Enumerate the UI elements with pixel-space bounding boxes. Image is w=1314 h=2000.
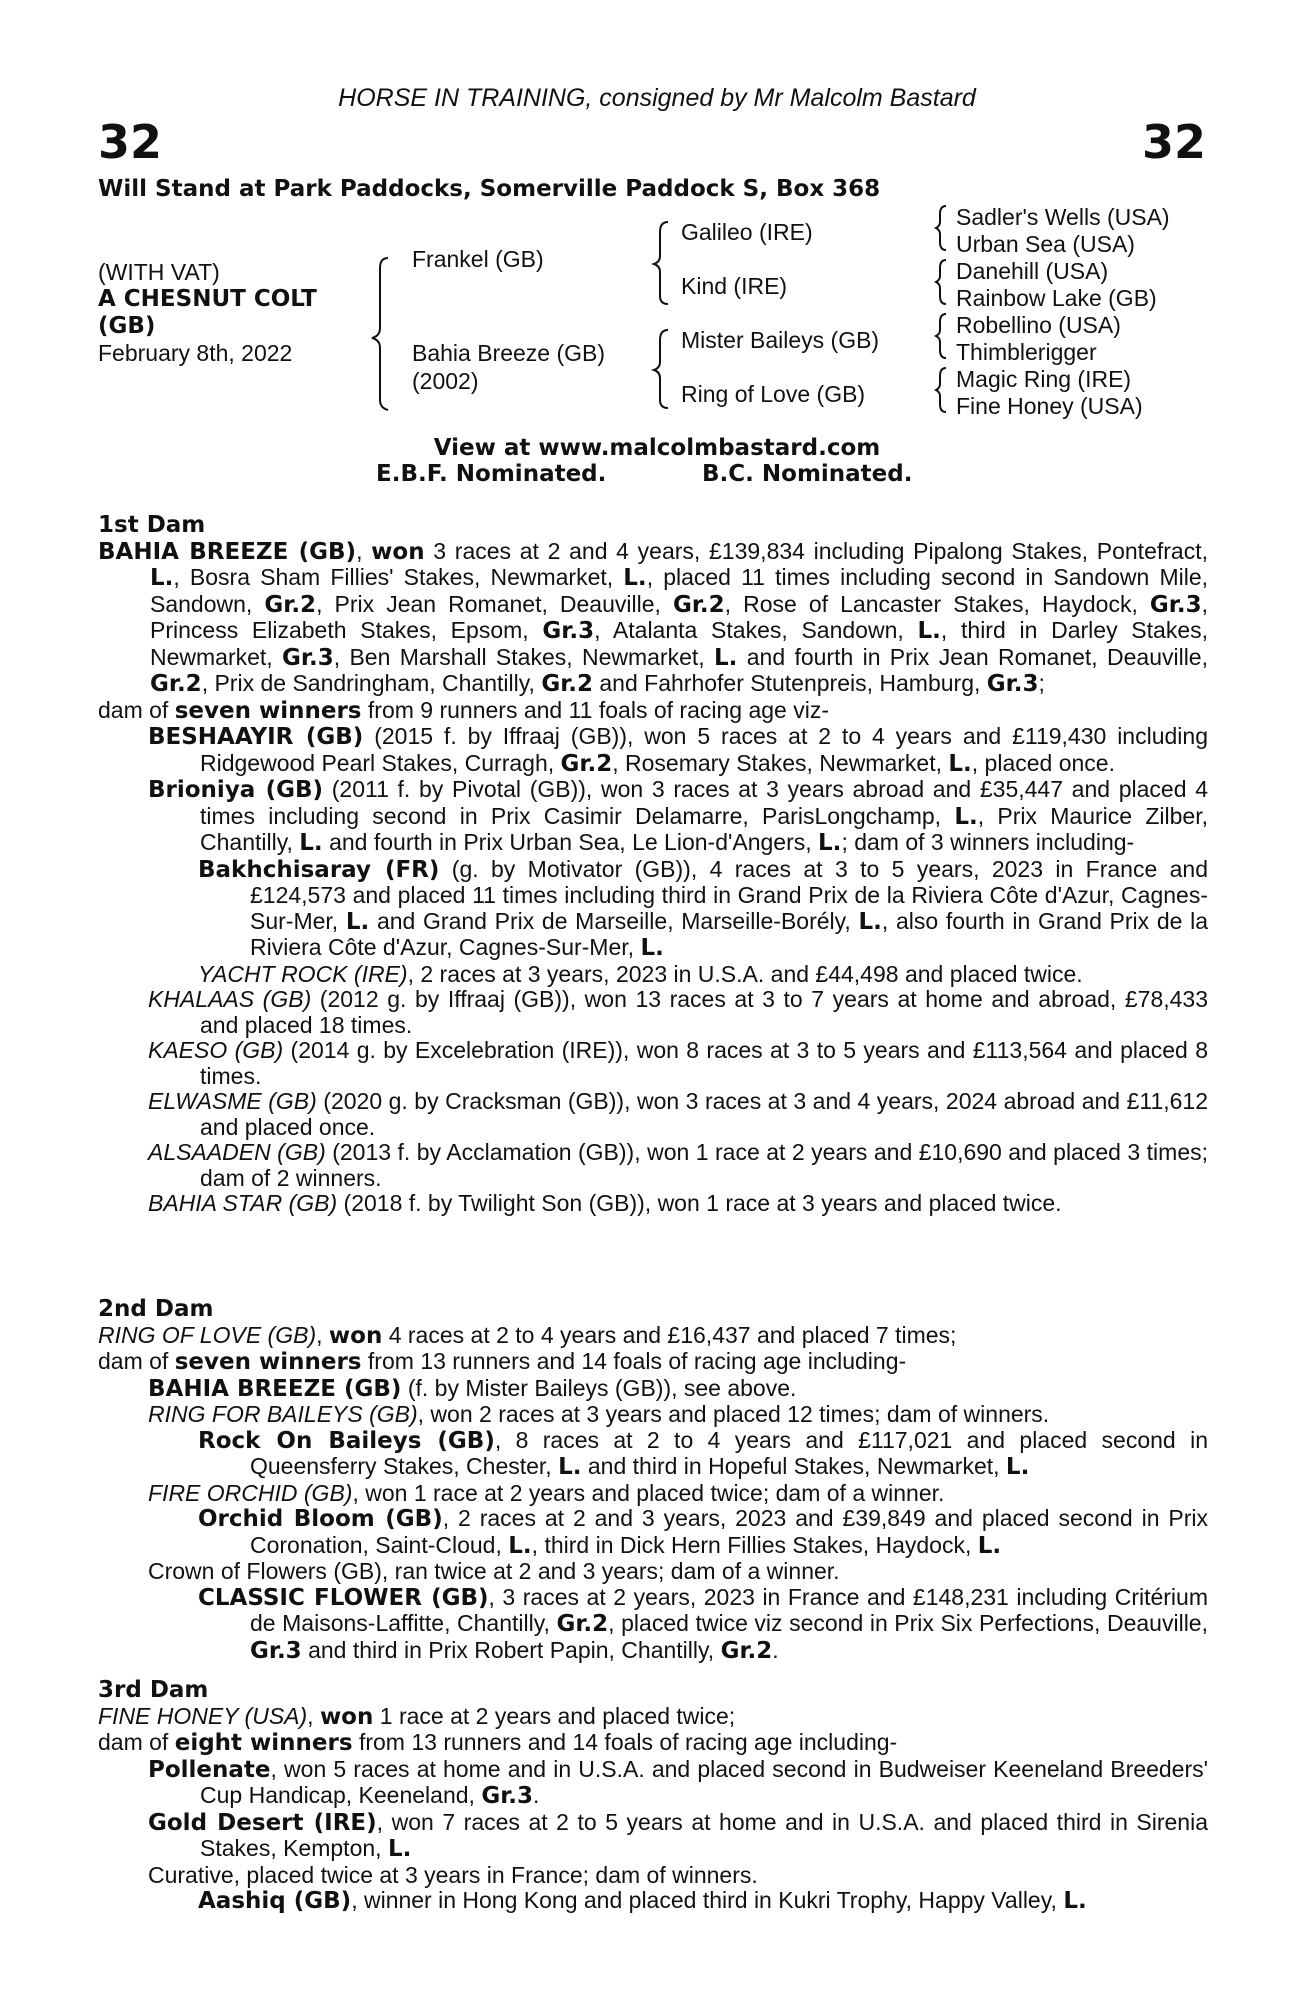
gg-sire-1: Sadler's Wells (USA) bbox=[956, 204, 1170, 230]
sire-sire: Galileo (IRE) bbox=[681, 219, 813, 245]
standing-location: Will Stand at Park Paddocks, Somerville Paddock S, Box 368 bbox=[98, 176, 881, 202]
horse-country: (GB) bbox=[98, 313, 156, 339]
gg-dam-1: Urban Sea (USA) bbox=[956, 231, 1135, 257]
brace-dam bbox=[654, 330, 668, 408]
foaling-date: February 8th, 2022 bbox=[98, 340, 293, 366]
first-dam-section bbox=[98, 513, 1208, 1217]
produce-item: Orchid Bloom (GB), 2 races at 2 and 3 years, 2023 and £39,849 and placed second in Prix Coronation, Saint-Cloud, L., third in Dick Hern Fillies Stakes, Haydock, L. bbox=[198, 1505, 1208, 1559]
dam-sire: Mister Baileys (GB) bbox=[681, 327, 880, 353]
horse-name: A CHESNUT COLT bbox=[98, 286, 317, 312]
dam-year: (2002) bbox=[412, 368, 479, 394]
dam-produce-summary: dam of seven winners from 9 runners and 11 foals of racing age viz- bbox=[98, 696, 829, 724]
produce-item: Bakhchisaray (FR) (g. by Motivator (GB)), 4 races at 3 to 5 years, 2023 in France and £124,573 and placed 11 times including third in Grand Prix de la Riviera Côte d'Azur, Cagnes-Sur-Mer, L. and Grand Prix de Marseille, Marseille-Borély, L., also fourth in Grand Prix de la Riviera Côte d'Azur, Cagnes-Sur-Mer, L. bbox=[198, 855, 1208, 961]
gg-sire-4: Magic Ring (IRE) bbox=[956, 366, 1132, 392]
brace-gg4 bbox=[936, 368, 946, 412]
page-header: HORSE IN TRAINING, consigned by Mr Malcolm Bastard bbox=[338, 84, 976, 112]
produce-item: Rock On Baileys (GB), 8 races at 2 to 4 years and £117,021 and placed second in Queensferry Stakes, Chester, L. and third in Hopeful Stakes, Newmarket, L. bbox=[198, 1426, 1208, 1480]
dam-record: RING OF LOVE (GB), won 4 races at 2 to 4 years and £16,437 and placed 7 times; bbox=[98, 1321, 957, 1349]
produce-item: Pollenate, won 5 races at home and in U.S.A. and placed second in Budweiser Keeneland Breeders' Cup Handicap, Keeneland, Gr.3. bbox=[148, 1755, 1208, 1809]
produce-item: FIRE ORCHID (GB), won 1 race at 2 years and placed twice; dam of a winner. bbox=[148, 1479, 945, 1506]
produce-item: ALSAADEN (GB) (2013 f. by Acclamation (GB)), won 1 race at 2 years and £10,690 and placed 3 times; dam of 2 winners. bbox=[148, 1139, 1209, 1191]
dam-dam: Ring of Love (GB) bbox=[681, 381, 866, 407]
dam-name: Bahia Breeze (GB) bbox=[412, 340, 606, 366]
gg-dam-3: Thimblerigger bbox=[956, 339, 1097, 365]
second-dam-section bbox=[98, 1297, 1208, 1664]
sire-dam: Kind (IRE) bbox=[681, 273, 788, 299]
produce-item: Brioniya (GB) (2011 f. by Pivotal (GB)), won 3 races at 3 years abroad and £35,447 and placed 4 times including second in Prix Casimir Delamarre, ParisLongchamp, L., Prix Maurice Zilber, Chantilly, L. and fourth in Prix Urban Sea, Le Lion-d'Angers, L.; dam of 3 winners including- bbox=[148, 776, 1208, 856]
dam-produce-summary: dam of seven winners from 13 runners and 14 foals of racing age including- bbox=[98, 1348, 907, 1375]
second-dam-heading: 2nd Dam bbox=[98, 1296, 214, 1322]
produce-item: BESHAAYIR (GB) (2015 f. by Iffraaj (GB)), won 5 races at 2 to 4 years and £119,430 including Ridgewood Pearl Stakes, Curragh, Gr.2, Rosemary Stakes, Newmarket, L., placed once. bbox=[148, 723, 1208, 777]
produce-item: RING FOR BAILEYS (GB), won 2 races at 3 years and placed 12 times; dam of winners. bbox=[148, 1401, 1050, 1427]
vat-label: (WITH VAT) bbox=[98, 259, 220, 285]
dam-produce-summary: dam of eight winners from 13 runners and 14 foals of racing age including- bbox=[98, 1729, 898, 1756]
brace-gg2 bbox=[936, 260, 946, 304]
dam-record: FINE HONEY (USA), won 1 race at 2 years and placed twice; bbox=[98, 1702, 736, 1730]
produce-item: Crown of Flowers (GB), ran twice at 2 and 3 years; dam of a winner. bbox=[148, 1558, 840, 1584]
third-dam-heading: 3rd Dam bbox=[98, 1677, 209, 1703]
gg-sire-2: Danehill (USA) bbox=[956, 258, 1109, 284]
ebf-nomination: E.B.F. Nominated. bbox=[376, 461, 607, 487]
first-dam-heading: 1st Dam bbox=[98, 512, 206, 538]
produce-item: Curative, placed twice at 3 years in France; dam of winners. bbox=[148, 1861, 758, 1888]
lot-number-left: 32 bbox=[98, 115, 163, 169]
produce-item: Aashiq (GB), winner in Hong Kong and placed third in Kukri Trophy, Happy Valley, L. bbox=[198, 1887, 1087, 1914]
gg-sire-3: Robellino (USA) bbox=[956, 312, 1121, 338]
brace-gg1 bbox=[936, 206, 946, 250]
bc-nomination: B.C. Nominated. bbox=[702, 461, 913, 487]
produce-item: ELWASME (GB) (2020 g. by Cracksman (GB)), won 3 races at 3 and 4 years, 2024 abroad and £11,612 and placed once. bbox=[148, 1088, 1209, 1140]
brace-sire bbox=[654, 222, 668, 304]
lot-number-right: 32 bbox=[1141, 115, 1206, 169]
brace-gg3 bbox=[936, 314, 946, 358]
gg-dam-2: Rainbow Lake (GB) bbox=[956, 285, 1157, 311]
produce-item: BAHIA BREEZE (GB) (f. by Mister Baileys (GB)), see above. bbox=[148, 1374, 797, 1402]
gg-dam-4: Fine Honey (USA) bbox=[956, 393, 1143, 419]
produce-item: KHALAAS (GB) (2012 g. by Iffraaj (GB)), won 13 races at 3 to 7 years at home and abroad, £78,433 and placed 18 times. bbox=[148, 986, 1209, 1038]
produce-item: BAHIA STAR (GB) (2018 f. by Twilight Son (GB)), won 1 race at 3 years and placed twice. bbox=[148, 1190, 1062, 1216]
produce-item: Gold Desert (IRE), won 7 races at 2 to 5 years at home and in U.S.A. and placed third in Sirenia Stakes, Kempton, L. bbox=[148, 1808, 1208, 1862]
produce-item: CLASSIC FLOWER (GB), 3 races at 2 years, 2023 in France and £148,231 including Critérium de Maisons-Laffitte, Chantilly, Gr.2, placed twice viz second in Prix Six Perfections, Deauville, Gr.3 and third in Prix Robert Papin, Chantilly, Gr.2. bbox=[198, 1583, 1208, 1664]
third-dam-section bbox=[98, 1678, 1208, 1915]
produce-item: YACHT ROCK (IRE), 2 races at 3 years, 2023 in U.S.A. and £44,498 and placed twice. bbox=[198, 960, 1083, 987]
brace-main bbox=[372, 258, 388, 410]
produce-item: KAESO (GB) (2014 g. by Excelebration (IRE)), won 8 races at 3 to 5 years and £113,564 and placed 8 times. bbox=[148, 1037, 1208, 1089]
sire-name: Frankel (GB) bbox=[412, 246, 544, 272]
view-link[interactable]: View at www.malcolmbastard.com bbox=[433, 435, 881, 461]
dam-record: BAHIA BREEZE (GB), won 3 races at 2 and 4 years, £139,834 including Pipalong Stakes, Pontefract, L., Bosra Sham Fillies' Stakes, Newmarket, L., placed 11 times including second in Sandown Mile, Sandown, Gr.2, Prix Jean Romanet, Deauville, Gr.2, Rose of Lancaster Stakes, Haydock, Gr.3, Princess Elizabeth Stakes, Epsom, Gr.3, Atalanta Stakes, Sandown, L., third in Darley Stakes, Newmarket, Gr.3, Ben Marshall Stakes, Newmarket, L. and fourth in Prix Jean Romanet, Deauville, Gr.2, Prix de Sandringham, Chantilly, Gr.2 and Fahrhofer Stutenpreis, Hamburg, Gr.3; bbox=[98, 537, 1208, 697]
